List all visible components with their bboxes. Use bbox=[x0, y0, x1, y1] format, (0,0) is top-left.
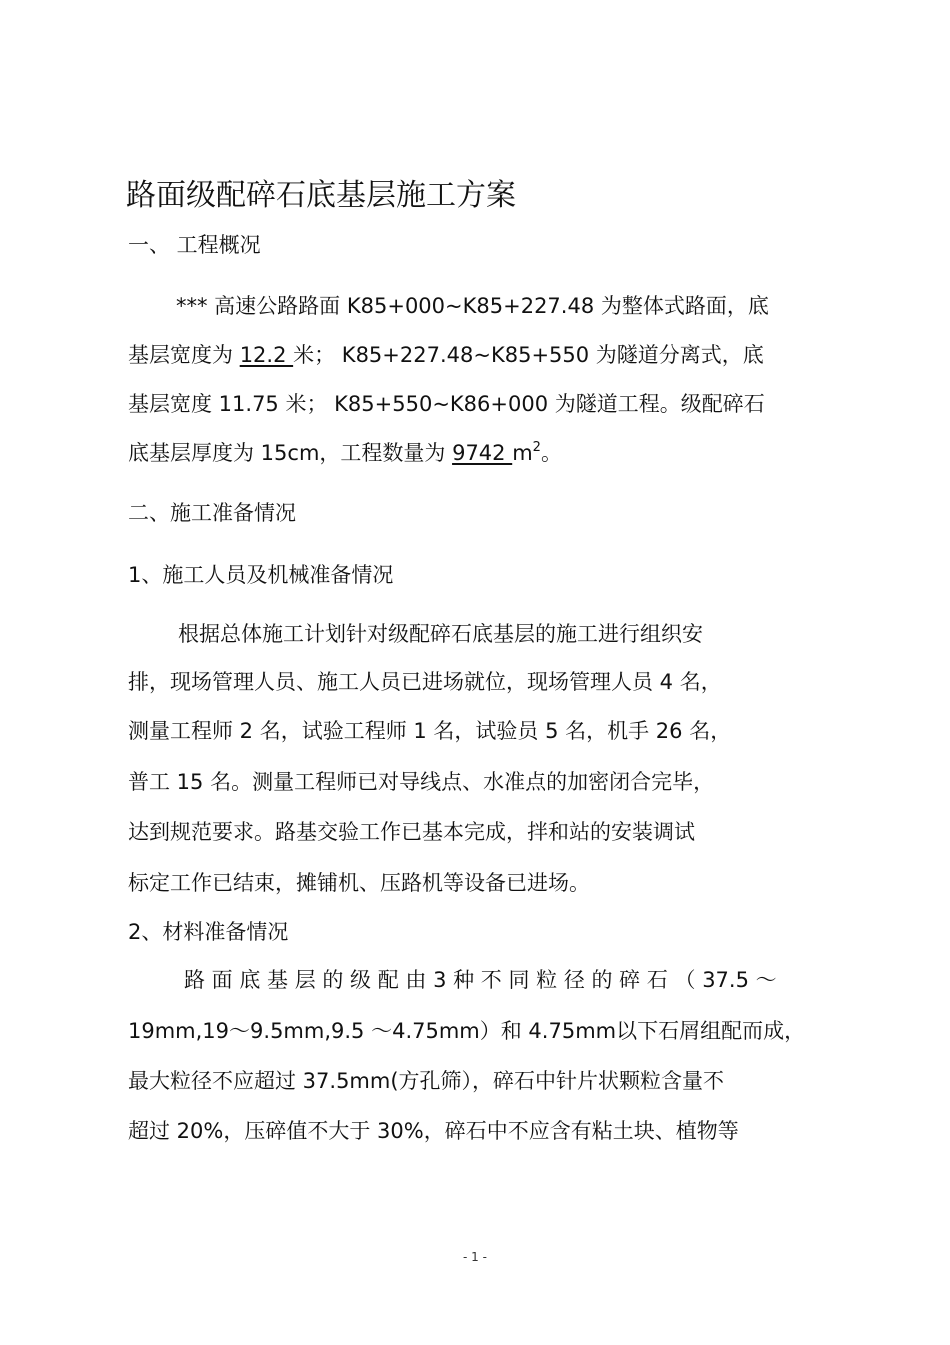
section1-heading: 一、 工程概况 bbox=[128, 233, 261, 257]
para2-line3: 测量工程师 2 名，试验工程师 1 名，试验员 5 名，机手 26 名， bbox=[128, 719, 732, 743]
para3-line2: 19mm,19～9.5mm,9.5 ～4.75mm）和 4.75mm以下石屑组配而成， bbox=[128, 1019, 806, 1043]
para3-line3: 最大粒径不应超过 37.5mm(方孔筛），碎石中针片状颗粒含量不 bbox=[128, 1069, 725, 1093]
section2-heading: 二、施工准备情况 bbox=[128, 501, 296, 525]
unit-m: m bbox=[512, 441, 533, 465]
page-title: 路面级配碎石底基层施工方案 bbox=[126, 178, 516, 213]
sub1-heading: 1、施工人员及机械准备情况 bbox=[128, 563, 394, 587]
quantity-value: 9742 bbox=[452, 441, 513, 465]
para1-line4-b: 。 bbox=[540, 441, 562, 465]
para1-line2-b: 米； K85+227.48~K85+550 为隧道分离式，底 bbox=[293, 343, 764, 367]
sub2-heading: 2、材料准备情况 bbox=[128, 920, 289, 944]
para1-line1: *** 高速公路路面 K85+000~K85+227.48 为整体式路面，底 bbox=[176, 294, 769, 318]
para1-line4 bbox=[128, 439, 562, 467]
width-value: 12.2 bbox=[239, 343, 294, 367]
para2-line5: 达到规范要求。路基交验工作已基本完成，拌和站的安装调试 bbox=[128, 820, 695, 844]
para1-line2-a: 基层宽度为 bbox=[128, 343, 240, 367]
page-number: - 1 - bbox=[463, 1250, 487, 1264]
para2-line6: 标定工作已结束，摊铺机、压路机等设备已进场。 bbox=[128, 871, 590, 895]
para1-line2 bbox=[128, 341, 764, 369]
unit-sup: 2 bbox=[532, 440, 541, 455]
para2-line4: 普工 15 名。测量工程师已对导线点、水准点的加密闭合完毕， bbox=[128, 770, 715, 794]
para1-line3: 基层宽度 11.75 米； K85+550~K86+000 为隧道工程。级配碎石 bbox=[128, 392, 765, 416]
para3-line1: 路 面 底 基 层 的 级 配 由 3 种 不 同 粒 径 的 碎 石 （ 37.5 ～ bbox=[184, 968, 777, 992]
para1-line4-a: 底基层厚度为 15cm，工程数量为 bbox=[128, 441, 453, 465]
para3-line4: 超过 20%，压碎值不大于 30%，碎石中不应含有粘土块、植物等 bbox=[128, 1119, 739, 1143]
para2-line2: 排，现场管理人员、施工人员已进场就位，现场管理人员 4 名， bbox=[128, 670, 722, 694]
para2-line1: 根据总体施工计划针对级配碎石底基层的施工进行组织安 bbox=[178, 622, 703, 646]
